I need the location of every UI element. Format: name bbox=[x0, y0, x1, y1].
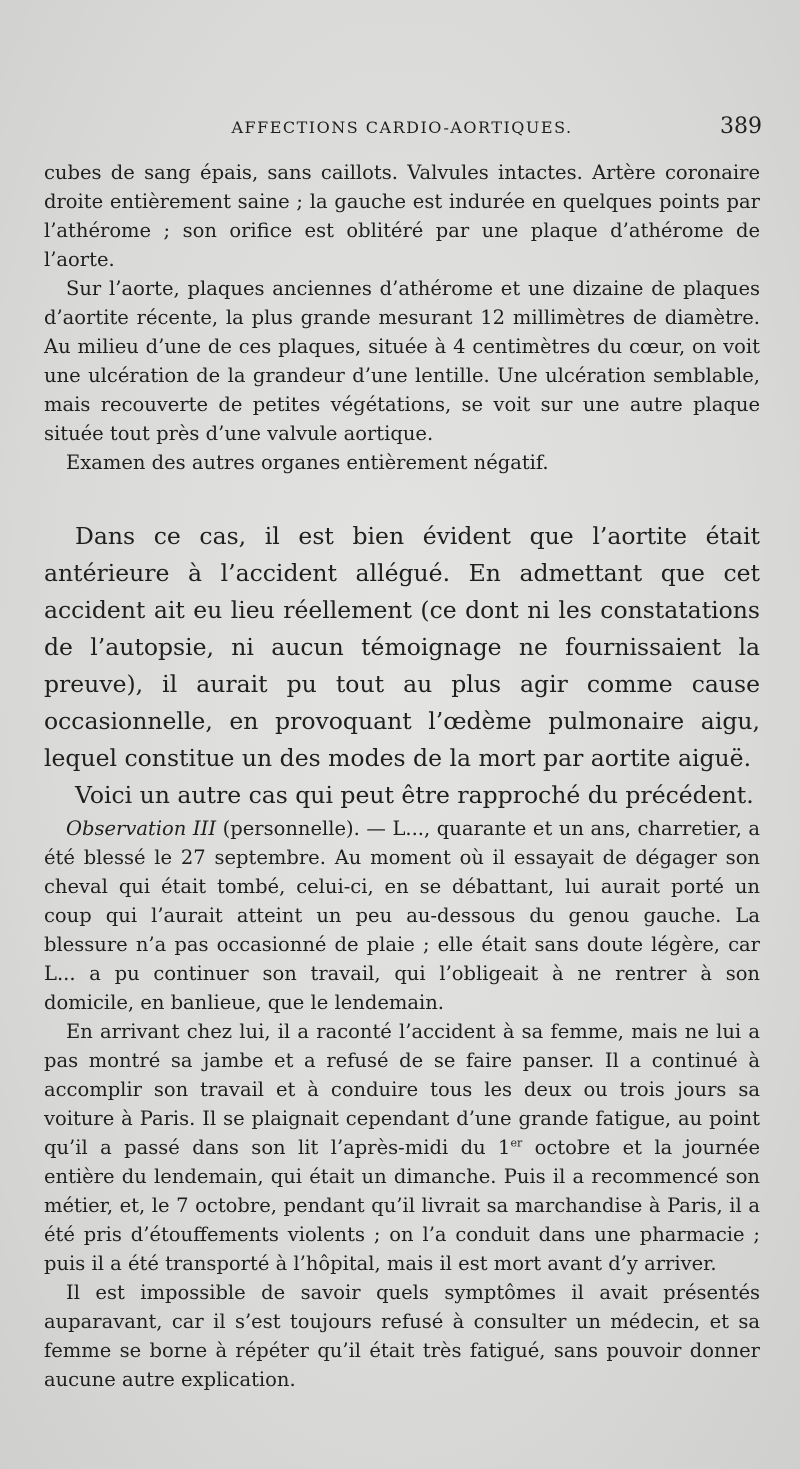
observation-three bbox=[44, 814, 760, 1394]
page-number: 389 bbox=[720, 114, 762, 139]
paragraph-observation-course bbox=[44, 1017, 760, 1278]
paragraph-observation-intro bbox=[44, 814, 760, 1017]
paragraph-discussion: Dans ce cas, il est bien évident que l’aortite était antérieure à l’accident allégué. En admettant que cet accident ait eu lieu réellement (ce dont ni les constatations de l’autopsie, ni aucun témoignage ne fournissaient la preuve), il aurait pu tout au plus agir comme cause occasionnelle, en provoquant l’œdème pulmonaire aigu, lequel constitue un des modes de la mort par aortite aiguë. bbox=[44, 522, 760, 772]
running-head bbox=[44, 114, 760, 144]
ordinal-superscript: er bbox=[510, 1136, 523, 1150]
case-discussion bbox=[44, 518, 760, 814]
observation-course-text-start: En arrivant chez lui, il a raconté l’accident à sa femme, mais ne lui a pas montré sa jambe et a refusé de se faire panser. Il a continué à accomplir son travail et à conduire tous les deux ou trois jours sa voiture à Paris. Il se plaignait cependant d’une grande fatigue, au point qu’il a passé dans son lit l’après-midi du 1 bbox=[44, 1020, 760, 1159]
observation-intro-text: (personnelle). — L..., quarante et un ans, charretier, a été blessé le 27 septembre. Au moment où il essayait de dégager son cheval qui était tombé, celui-ci, en se débattant, lui aurait porté un coup qui l’aurait atteint un peu au-dessous du genou gauche. La blessure n’a pas occasionné de plaie ; elle était sans doute légère, car L... a pu continuer son travail, qui l’obligeait à ne rentrer à son domicile, en banlieue, que le lendemain. bbox=[44, 817, 760, 1014]
paragraph-transition: Voici un autre cas qui peut être rapproché du précédent. bbox=[75, 781, 754, 809]
paragraph-other-organs: Examen des autres organes entièrement négatif. bbox=[66, 451, 549, 474]
paragraph-heart-findings: cubes de sang épais, sans caillots. Valvules intactes. Artère coronaire droite entièrement saine ; la gauche est indurée en quelques points par l’athérome ; son orifice est oblitéré par une plaque d’athérome de l’aorte. bbox=[44, 161, 760, 271]
observation-course-text-end: octobre et la journée entière du lendemain, qui était un dimanche. Puis il a recommencé son métier, et, le 7 octobre, pendant qu’il livrait sa marchandise à Paris, il a été pris d’étouffements violents ; on l’a conduit dans une pharmacie ; puis il a été transporté à l’hôpital, mais il est mort avant d’y arriver. bbox=[44, 1136, 760, 1275]
running-title: AFFECTIONS CARDIO-AORTIQUES. bbox=[231, 118, 573, 137]
paragraph-aorta-findings: Sur l’aorte, plaques anciennes d’athérome et une dizaine de plaques d’aortite récente, la plus grande mesurant 12 millimètres de diamètre. Au milieu d’une de ces plaques, située à 4 centimètres du cœur, on voit une ulcération de la grandeur d’une lentille. Une ulcération semblable, mais recouverte de petites végétations, se voit sur une autre plaque située tout près d’une valvule aortique. bbox=[44, 277, 760, 445]
autopsy-findings bbox=[44, 158, 760, 477]
paragraph-observation-symptoms: Il est impossible de savoir quels symptômes il avait présentés auparavant, car il s’est toujours refusé à consulter un médecin, et sa femme se borne à répéter qu’il était très fatigué, sans pouvoir donner aucune autre explication. bbox=[44, 1281, 760, 1391]
observation-label: Observation III bbox=[66, 817, 217, 840]
